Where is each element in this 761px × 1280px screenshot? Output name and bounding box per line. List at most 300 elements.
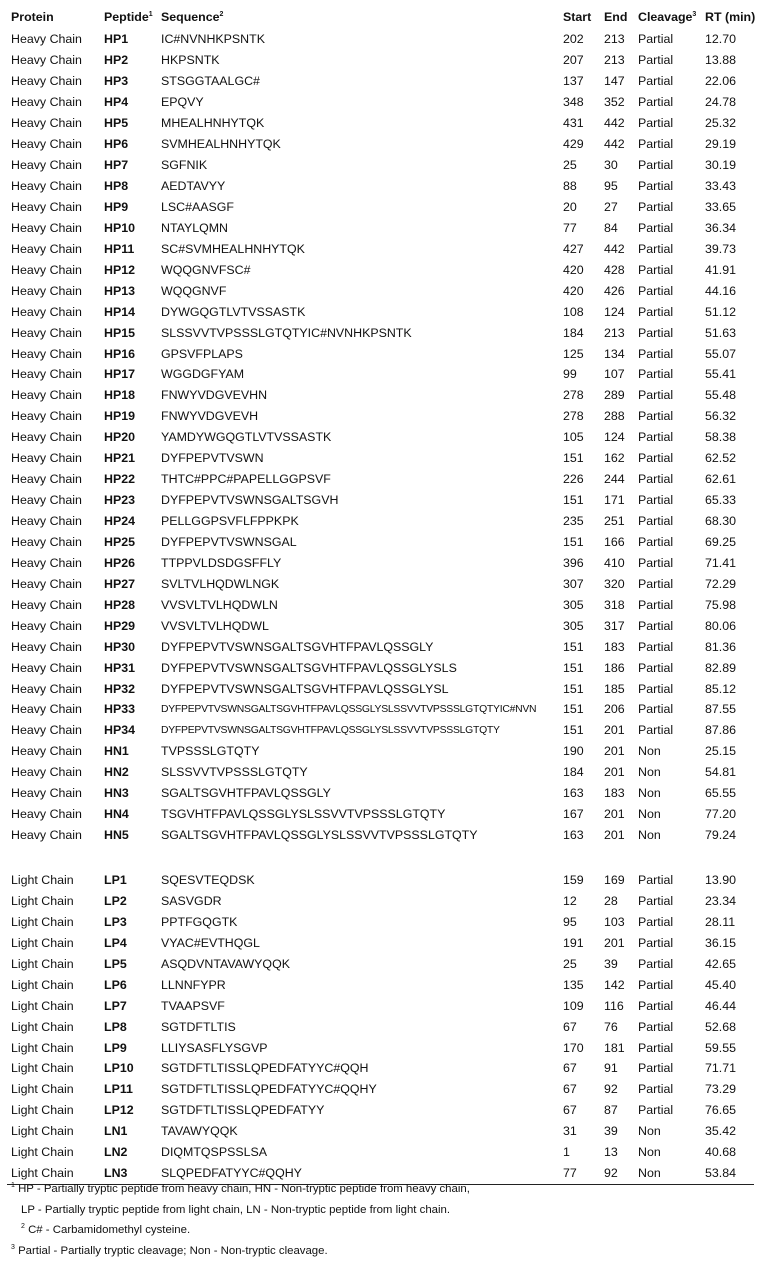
cell-rt: 75.98 (705, 597, 737, 612)
cell-cleavage: Partial (638, 32, 674, 47)
cell-start: 67 (563, 1103, 577, 1118)
cell-end: 13 (604, 1145, 618, 1160)
cell-start: 151 (563, 681, 584, 696)
cell-protein: Heavy Chain (11, 430, 82, 445)
cell-start: 429 (563, 137, 584, 152)
cell-rt: 33.43 (705, 179, 737, 194)
cell-cleavage: Partial (638, 304, 674, 319)
cell-peptide: HP31 (104, 660, 135, 675)
footnote-3: $^3$ Partial - Partially tryptic cleavage; Non - Non-tryptic cleavage. (11, 1243, 328, 1257)
cell-rt: 87.86 (705, 723, 737, 738)
cell-start: 88 (563, 179, 577, 194)
cell-rt: 87.55 (705, 702, 737, 717)
cell-end: 84 (604, 220, 618, 235)
cell-sequence: SLSSVVTVPSSSLGTQTY (161, 765, 308, 780)
cell-start: 427 (563, 241, 584, 256)
cell-peptide: HP14 (104, 304, 135, 319)
cell-rt: 52.68 (705, 1019, 737, 1034)
cell-start: 396 (563, 555, 584, 570)
cell-start: 167 (563, 807, 584, 822)
cell-protein: Heavy Chain (11, 807, 82, 822)
cell-rt: 71.71 (705, 1061, 737, 1076)
table-row (7, 870, 754, 891)
cell-peptide: HP20 (104, 430, 135, 445)
cell-cleavage: Partial (638, 681, 674, 696)
cell-cleavage: Partial (638, 576, 674, 591)
table-row (7, 741, 754, 762)
cell-sequence: FNWYVDGVEVHN (161, 388, 268, 403)
cell-cleavage: Partial (638, 1082, 674, 1097)
cell-start: 420 (563, 262, 584, 277)
cell-protein: Heavy Chain (11, 597, 82, 612)
cell-cleavage: Non (638, 828, 661, 843)
cell-peptide: LP8 (104, 1019, 127, 1034)
cell-cleavage: Partial (638, 534, 674, 549)
cell-protein: Heavy Chain (11, 409, 82, 424)
cell-end: 201 (604, 744, 625, 759)
cell-end: 251 (604, 514, 625, 529)
cell-peptide: LP2 (104, 893, 127, 908)
cell-end: 169 (604, 873, 625, 888)
cell-rt: 12.70 (705, 32, 737, 47)
cell-peptide: HP18 (104, 388, 135, 403)
cell-end: 166 (604, 534, 625, 549)
table-row (7, 953, 754, 974)
cell-protein: Light Chain (11, 893, 74, 908)
cell-cleavage: Partial (638, 873, 674, 888)
cell-protein: Heavy Chain (11, 555, 82, 570)
cell-rt: 68.30 (705, 514, 737, 529)
cell-rt: 65.33 (705, 493, 737, 508)
section-spacer (7, 846, 754, 870)
cell-sequence: ASQDVNTAVAWYQQK (161, 956, 290, 971)
cell-rt: 53.84 (701, 1163, 754, 1184)
cell-peptide: HP9 (104, 199, 129, 214)
table-header (7, 5, 754, 29)
table-row (7, 1016, 754, 1037)
cell-protein: Heavy Chain (11, 179, 82, 194)
cell-peptide: HP21 (104, 451, 135, 466)
cell-sequence: SLSSVVTVPSSSLGTQTYIC#NVNHKPSNTK (161, 325, 412, 340)
cell-start: 67 (563, 1061, 577, 1076)
cell-sequence: DYWGQGTLVTVSSASTK (161, 304, 306, 319)
cell-start: 109 (563, 998, 584, 1013)
cell-peptide: HP5 (104, 116, 129, 131)
cell-cleavage: Partial (638, 660, 674, 675)
cell-protein: Light Chain (11, 956, 74, 971)
cell-sequence: DYFPEPVTVSWNSGALTSGVHTFPAVLQSSGLYSLSSVVTVPSSSLGTQTY (161, 724, 500, 736)
cell-peptide: HP15 (104, 325, 135, 340)
cell-rt: 40.68 (705, 1145, 737, 1160)
cell-start: 12 (563, 893, 577, 908)
table-row (7, 974, 754, 995)
cell-start: 163 (563, 828, 584, 843)
table-row (7, 1058, 754, 1079)
cell-sequence: WGGDGFYAM (161, 367, 245, 382)
cell-peptide: HP25 (104, 534, 135, 549)
cell-sequence: THTC#PPC#PAPELLGGPSVF (161, 472, 331, 487)
cell-start: 307 (563, 576, 584, 591)
cell-sequence: DYFPEPVTVSWNSGALTSGVHTFPAVLQSSGLYSL (161, 681, 449, 696)
cell-rt: 24.78 (705, 95, 737, 110)
cell-cleavage: Partial (638, 367, 674, 382)
header-protein: Protein (11, 10, 54, 24)
table-row (7, 1100, 754, 1121)
cell-rt: 28.11 (705, 914, 736, 929)
table-row (7, 699, 754, 720)
table-row (7, 238, 754, 259)
cell-start: 135 (563, 977, 584, 992)
cell-rt: 36.34 (705, 220, 737, 235)
cell-rt: 45.40 (705, 977, 737, 992)
cell-sequence: AEDTAVYY (161, 179, 226, 194)
cell-sequence: DIQMTQSPSSLSA (161, 1145, 268, 1160)
cell-start: 105 (563, 430, 584, 445)
cell-protein: Light Chain (11, 1124, 74, 1139)
cell-sequence: PPTFGQGTK (161, 914, 238, 929)
cell-sequence: LLIYSASFLYSGVP (161, 1040, 268, 1055)
cell-sequence: IC#NVNHKPSNTK (161, 32, 265, 47)
cell-cleavage: Partial (638, 430, 674, 445)
cell-peptide: HP32 (104, 681, 135, 696)
table-row (7, 113, 754, 134)
cell-sequence: SGTDFTLTISSLQPEDFATYYC#QQHY (161, 1082, 377, 1097)
cell-cleavage: Partial (638, 158, 674, 173)
cell-cleavage: Partial (638, 597, 674, 612)
cell-start: 77 (563, 220, 577, 235)
cell-peptide: HP29 (104, 618, 135, 633)
cell-end: 410 (604, 555, 625, 570)
cell-cleavage: Partial (638, 95, 674, 110)
table-row (7, 1121, 754, 1142)
cell-peptide: HP8 (104, 179, 129, 194)
cell-rt: 81.36 (705, 639, 737, 654)
cell-start: 1 (563, 1145, 570, 1160)
cell-peptide: HP16 (104, 346, 135, 361)
cell-cleavage: Partial (638, 977, 674, 992)
table-row (7, 406, 754, 427)
cell-cleavage: Partial (638, 179, 674, 194)
cell-start: 25 (563, 956, 577, 971)
table-row (7, 804, 754, 825)
cell-start: 226 (563, 472, 584, 487)
cell-peptide: LP1 (104, 873, 127, 888)
cell-start: 235 (563, 514, 584, 529)
cell-peptide: HP11 (104, 241, 135, 256)
cell-end: 142 (604, 977, 625, 992)
cell-protein: Light Chain (11, 977, 74, 992)
cell-peptide: HP12 (104, 262, 135, 277)
cell-protein: Heavy Chain (11, 116, 82, 131)
cell-rt: 46.44 (705, 998, 737, 1013)
cell-sequence: FNWYVDGVEVH (161, 409, 259, 424)
cell-rt: 13.90 (705, 873, 737, 888)
cell-cleavage: Partial (638, 1019, 674, 1034)
cell-end: 213 (604, 325, 625, 340)
cell-protein: Heavy Chain (11, 199, 82, 214)
cell-cleavage: Partial (638, 199, 674, 214)
cell-end: 201 (604, 765, 625, 780)
cell-peptide: HP33 (104, 702, 135, 717)
cell-peptide: LN1 (104, 1124, 128, 1139)
cell-protein: Heavy Chain (11, 702, 82, 717)
cell-cleavage: Partial (638, 555, 674, 570)
cell-end: 107 (604, 367, 625, 382)
cell-rt: 54.81 (705, 765, 737, 780)
cell-start: 207 (563, 53, 584, 68)
cell-sequence: WQQGNVF (161, 283, 227, 298)
cell-end: 134 (604, 346, 625, 361)
cell-cleavage: Partial (638, 409, 674, 424)
cell-start: 151 (563, 493, 584, 508)
table-row (7, 720, 754, 741)
cell-cleavage: Partial (638, 325, 674, 340)
cell-cleavage: Partial (638, 283, 674, 298)
cell-peptide: HP30 (104, 639, 135, 654)
table-row (7, 448, 754, 469)
cell-cleavage: Non (638, 1124, 661, 1139)
cell-protein: Heavy Chain (11, 367, 82, 382)
cell-cleavage: Non (638, 807, 661, 822)
cell-peptide: HP1 (104, 32, 129, 47)
cell-end: 213 (604, 53, 625, 68)
header-end: End (604, 10, 628, 24)
table-row (7, 280, 754, 301)
cell-protein: Light Chain (11, 935, 74, 950)
cell-start: 77 (559, 1163, 600, 1184)
cell-sequence: SGTDFTLTISSLQPEDFATYY (161, 1103, 325, 1118)
cell-rt: 22.06 (705, 74, 737, 89)
cell-cleavage: Partial (638, 935, 674, 950)
cell-start: 108 (563, 304, 584, 319)
header-start: Start (563, 10, 592, 24)
header-peptide: Peptide$^1$ (104, 10, 153, 24)
cell-peptide: HN5 (104, 828, 129, 843)
cell-rt: 73.29 (705, 1082, 737, 1097)
cell-end: 201 (604, 807, 625, 822)
cell-protein: Heavy Chain (11, 137, 82, 152)
cell-start: 95 (563, 914, 577, 929)
cell-rt: 58.38 (705, 430, 737, 445)
cell-protein: Heavy Chain (11, 325, 82, 340)
cell-sequence: VVSVLTVLHQDWL (161, 618, 269, 633)
cell-start: 151 (563, 723, 584, 738)
cell-end: 320 (604, 576, 625, 591)
cell-start: 278 (563, 388, 584, 403)
cell-protein: Light Chain (11, 998, 74, 1013)
cell-rt: 55.41 (705, 367, 737, 382)
table-row (7, 911, 754, 932)
table-row (7, 490, 754, 511)
cell-cleavage: Partial (638, 346, 674, 361)
cell-peptide: HP7 (104, 158, 129, 173)
cell-rt: 76.65 (705, 1103, 737, 1118)
cell-rt: 85.12 (705, 681, 737, 696)
cell-protein: Heavy Chain (11, 346, 82, 361)
cell-cleavage: Partial (638, 1061, 674, 1076)
cell-protein: Light Chain (11, 1103, 74, 1118)
cell-sequence: LLNNFYPR (161, 977, 226, 992)
table-row (7, 322, 754, 343)
cell-rt: 71.41 (705, 555, 737, 570)
cell-peptide: HN4 (104, 807, 129, 822)
cell-rt: 30.19 (705, 158, 737, 173)
cell-sequence: TSGVHTFPAVLQSSGLYSLSSVVTVPSSSLGTQTY (161, 807, 446, 822)
cell-end: 201 (604, 935, 625, 950)
cell-end: 206 (604, 702, 625, 717)
cell-protein: Heavy Chain (11, 723, 82, 738)
cell-sequence: SGALTSGVHTFPAVLQSSGLYSLSSVVTVPSSSLGTQTY (161, 828, 478, 843)
cell-start: 420 (563, 283, 584, 298)
header-rt: RT (min) (705, 10, 756, 24)
table-row (7, 364, 754, 385)
cell-protein: Heavy Chain (11, 283, 82, 298)
table-row (7, 71, 754, 92)
cell-protein: Heavy Chain (11, 681, 82, 696)
cell-sequence: DYFPEPVTVSWN (161, 451, 264, 466)
cell-rt: 36.15 (705, 935, 737, 950)
cell-end: 318 (604, 597, 625, 612)
cell-rt: 55.07 (705, 346, 737, 361)
cell-rt: 25.15 (705, 744, 737, 759)
cell-sequence: TVAAPSVF (161, 998, 225, 1013)
cell-protein: Heavy Chain (11, 158, 82, 173)
cell-end: 39 (604, 956, 618, 971)
table-row (7, 783, 754, 804)
cell-end: 442 (604, 241, 625, 256)
cell-start: 163 (563, 786, 584, 801)
cell-sequence: TTPPVLDSDGSFFLY (161, 555, 282, 570)
cell-sequence: DYFPEPVTVSWNSGALTSGVHTFPAVLQSSGLYSLSSVVTVPSSSLGTQTYIC#NVN (161, 703, 537, 715)
cell-peptide: HP13 (104, 283, 135, 298)
cell-protein: Light Chain (7, 1163, 100, 1184)
table-row (7, 657, 754, 678)
cell-peptide: HN1 (104, 744, 129, 759)
cell-cleavage: Partial (638, 702, 674, 717)
cell-rt: 55.48 (705, 388, 737, 403)
cell-start: 20 (563, 199, 577, 214)
cell-protein: Heavy Chain (11, 241, 82, 256)
cell-end: 289 (604, 388, 625, 403)
cell-start: 191 (563, 935, 584, 950)
cell-start: 202 (563, 32, 584, 47)
table-row (7, 29, 754, 50)
cell-end: 39 (604, 1124, 618, 1139)
cell-peptide: HP4 (104, 95, 129, 110)
cell-sequence: SGFNIK (161, 158, 208, 173)
cell-start: 99 (563, 367, 577, 382)
cell-sequence: YAMDYWGQGTLVTVSSASTK (161, 430, 332, 445)
cell-cleavage: Partial (638, 388, 674, 403)
cell-sequence: DYFPEPVTVSWNSGALTSGVHTFPAVLQSSGLYSLS (161, 660, 457, 675)
cell-peptide: HP26 (104, 555, 135, 570)
cell-protein: Heavy Chain (11, 95, 82, 110)
cell-end: 162 (604, 451, 625, 466)
cell-start: 278 (563, 409, 584, 424)
cell-start: 184 (563, 325, 584, 340)
cell-cleavage: Partial (638, 618, 674, 633)
cell-rt: 80.06 (705, 618, 737, 633)
cell-cleavage: Non (638, 744, 661, 759)
cell-cleavage: Partial (638, 116, 674, 131)
cell-rt: 62.52 (705, 451, 737, 466)
cell-end: 352 (604, 95, 625, 110)
cell-start: 151 (563, 660, 584, 675)
table-row (7, 762, 754, 783)
cell-peptide: HP10 (104, 220, 135, 235)
table-row (7, 469, 754, 490)
cell-sequence: GPSVFPLAPS (161, 346, 243, 361)
cell-rt: 56.32 (705, 409, 737, 424)
cell-end: 186 (604, 660, 625, 675)
cell-sequence: SVLTVLHQDWLNGK (161, 576, 280, 591)
cell-cleavage: Partial (638, 998, 674, 1013)
cell-start: 305 (563, 618, 584, 633)
table-row (7, 825, 754, 846)
cell-start: 125 (563, 346, 584, 361)
cell-sequence: LSC#AASGF (161, 199, 234, 214)
cell-cleavage: Non (638, 786, 661, 801)
cell-end: 442 (604, 116, 625, 131)
footnote-mark-1: 1 (148, 10, 153, 18)
cell-rt: 72.29 (705, 576, 737, 591)
cell-end: 91 (604, 1061, 618, 1076)
peptide-table (7, 5, 754, 1185)
cell-protein: Heavy Chain (11, 618, 82, 633)
cell-end: 27 (604, 199, 618, 214)
cell-end: 317 (604, 618, 625, 633)
cell-start: 31 (563, 1124, 577, 1139)
table-row (7, 92, 754, 113)
table-row (7, 197, 754, 218)
table-row (7, 932, 754, 953)
cell-cleavage: Partial (638, 956, 674, 971)
header-row (7, 5, 754, 29)
table-row (7, 891, 754, 912)
cell-cleavage: Partial (638, 262, 674, 277)
cell-protein: Heavy Chain (11, 304, 82, 319)
cell-peptide: HP17 (104, 367, 135, 382)
cell-start: 190 (563, 744, 584, 759)
cell-start: 170 (563, 1040, 584, 1055)
cell-rt: 77.20 (705, 807, 737, 822)
cell-end: 116 (604, 998, 624, 1013)
cell-rt: 13.88 (705, 53, 737, 68)
footnote-1-line-2: LP - Partially tryptic peptide from light chain, LN - Non-tryptic peptide from light chain. (21, 1203, 451, 1216)
table-row (7, 1037, 754, 1058)
cell-rt: 25.32 (705, 116, 737, 131)
cell-protein: Heavy Chain (11, 744, 82, 759)
cell-rt: 44.16 (705, 283, 737, 298)
cell-rt: 82.89 (705, 660, 737, 675)
cell-peptide: HP27 (104, 576, 135, 591)
cell-start: 431 (563, 116, 584, 131)
cell-protein: Heavy Chain (11, 451, 82, 466)
footnote-mark-2: 2 (219, 10, 224, 18)
cell-peptide: HN2 (104, 765, 129, 780)
cell-protein: Light Chain (11, 1082, 74, 1097)
cell-cleavage: Partial (638, 893, 674, 908)
cell-protein: Light Chain (11, 873, 74, 888)
table-row (7, 532, 754, 553)
cell-cleavage: Partial (638, 914, 674, 929)
cell-peptide: HP23 (104, 493, 135, 508)
cell-end: 181 (604, 1040, 625, 1055)
cell-rt: 51.63 (705, 325, 737, 340)
cell-start: 151 (563, 702, 584, 717)
table-row (7, 615, 754, 636)
cell-sequence: SGTDFTLTIS (161, 1019, 236, 1034)
